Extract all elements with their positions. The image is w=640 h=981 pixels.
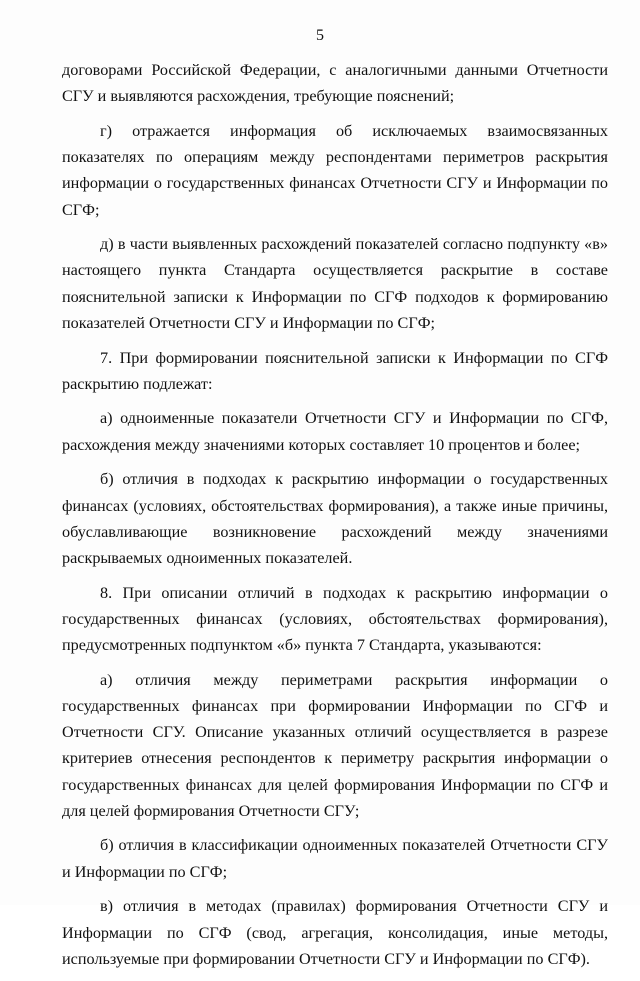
paragraph-subitem-d: д) в части выявленных расхождений показателей согласно подпункту «в» настоящего пункта Стандарта осуществляется раскрытие в составе пояснительной записки к Информации по СГФ подходов к формированию показателей Отчетности СГУ и Информации по СГФ; bbox=[62, 235, 608, 332]
paragraph-item-7-subitem-a: а) одноименные показатели Отчетности СГУ и Информации по СГФ, расхождения между значениями которых составляет 10 процентов и более; bbox=[62, 409, 608, 454]
paragraph-item-8: 8. При описании отличий в подходах к раскрытию информации о государственных финансах (условиях, обстоятельствах формирования), предусмотренных подпунктом «б» пункта 7 Стандарта, указываются: bbox=[62, 583, 608, 655]
paragraph-item-8-subitem-v: в) отличия в методах (правилах) формирования Отчетности СГУ и Информации по СГФ (свод, агрегация, консолидация, иные методы, используемые при формировании Отчетности СГУ и Информации по СГФ). bbox=[62, 897, 608, 968]
paragraph-item-8-subitem-b: б) отличия в классификации одноименных показателей Отчетности СГУ и Информации по СГФ; bbox=[62, 836, 608, 881]
document-body bbox=[62, 57, 608, 981]
paragraph-item-7: 7. При формировании пояснительной записки к Информации по СГФ раскрытию подлежат: bbox=[62, 348, 608, 393]
paragraph-subitem-g: г) отражается информация об исключаемых взаимосвязанных показателях по операциям между респондентами периметров раскрытия информации о государственных финансах Отчетности СГУ и Информации по СГФ; bbox=[62, 121, 608, 219]
paragraph-item-7-subitem-b: б) отличия в подходах к раскрытию информации о государственных финансах (условиях, обстоятельствах формирования), а также иные причины, обуславливающие возникновение расхождений между значениями раскрываемых одноименных показателей. bbox=[62, 470, 608, 567]
paragraph-continuation: договорами Российской Федерации, с аналогичными данными Отчетности СГУ и выявляются расхождения, требующие пояснений; bbox=[62, 61, 608, 106]
page-number: 5 bbox=[316, 27, 324, 44]
paragraph-item-8-subitem-a: а) отличия между периметрами раскрытия информации о государственных финансах при формировании Информации по СГФ и Отчетности СГУ. Описание указанных отличий осуществляется в разрезе критериев отнесения респондентов к периметру раскрытия информации о государственных финансах для целей формирования Информации по СГФ и для целей формирования Отчетности СГУ; bbox=[62, 670, 608, 820]
